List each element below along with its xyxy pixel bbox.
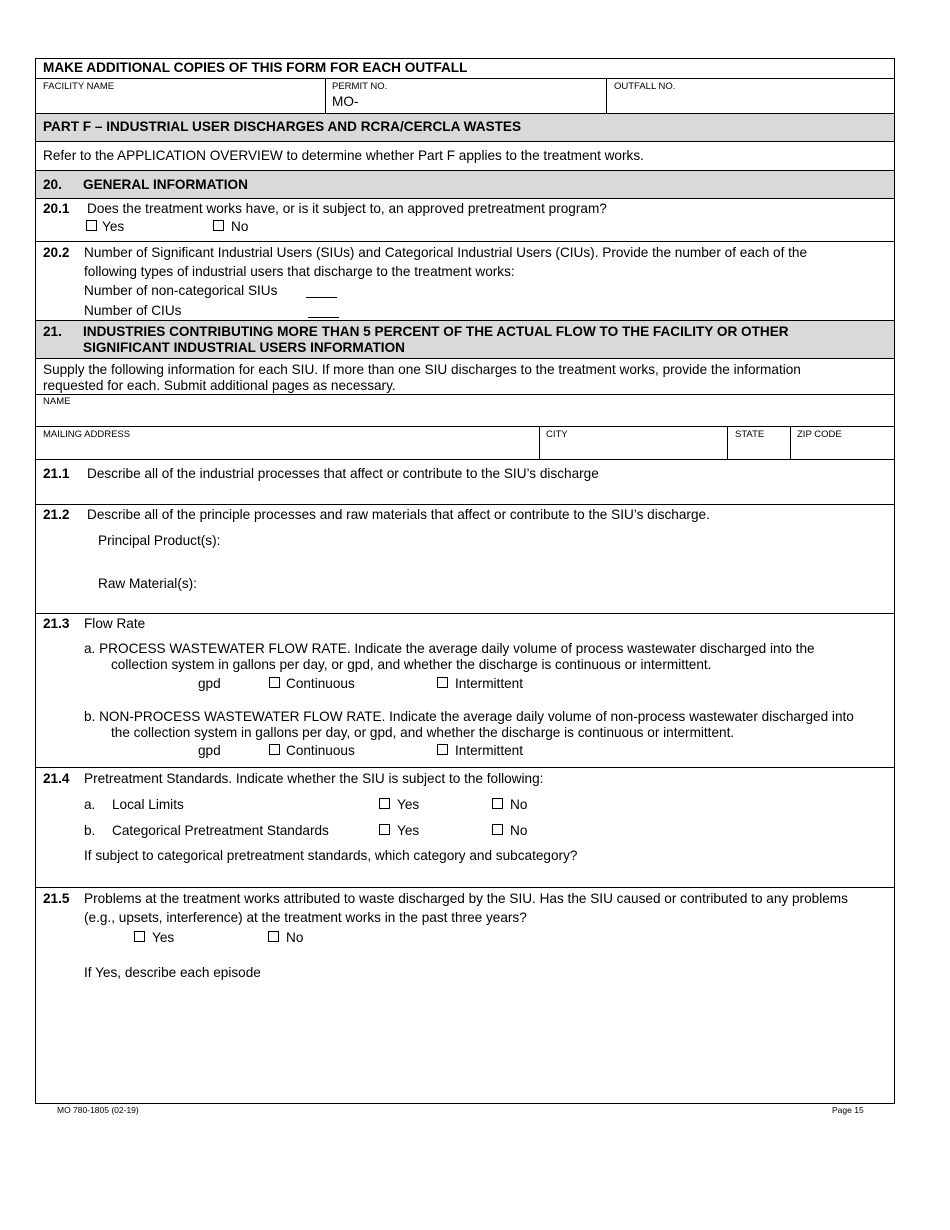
q21-3-number: 21.3 xyxy=(43,616,70,631)
q20-1-text: Does the treatment works have, or is it subject to, an approved pretreatment program? xyxy=(87,201,607,216)
nonprocess-intermittent-checkbox[interactable] xyxy=(437,744,448,755)
divider xyxy=(35,358,895,359)
divider xyxy=(539,426,540,459)
form-header-title: MAKE ADDITIONAL COPIES OF THIS FORM FOR EACH OUTFALL xyxy=(43,60,468,75)
divider xyxy=(35,426,895,427)
process-intermittent-checkbox[interactable] xyxy=(437,677,448,688)
section-21-title-line1: INDUSTRIES CONTRIBUTING MORE THAN 5 PERCENT OF THE ACTUAL FLOW TO THE FACILITY OR OTHER xyxy=(83,324,789,339)
q21-5-yes-checkbox[interactable] xyxy=(134,931,145,942)
permit-no-label: PERMIT NO. xyxy=(332,81,388,92)
divider xyxy=(35,394,895,395)
siu-name-label: NAME xyxy=(43,396,71,407)
divider xyxy=(35,613,895,614)
part-f-refer-text: Refer to the APPLICATION OVERVIEW to determine whether Part F applies to the treatment works. xyxy=(43,148,644,163)
form-number: MO 780-1805 (02-19) xyxy=(57,1105,139,1115)
q21-1-text: Describe all of the industrial processes that affect or contribute to the SIU’s discharge xyxy=(87,466,599,481)
process-continuous-label: Continuous xyxy=(286,676,355,691)
divider xyxy=(35,78,895,79)
zip-code-label: ZIP CODE xyxy=(797,429,842,440)
process-flow-line2: collection system in gallons per day, or gpd, and whether the discharge is continuous or intermittent. xyxy=(111,657,712,672)
non-categorical-sius-field[interactable] xyxy=(306,297,337,298)
q21-5-line2: (e.g., upsets, interference) at the treatment works in the past three years? xyxy=(84,910,527,925)
q21-4-number: 21.4 xyxy=(43,771,70,786)
q20-1-yes-checkbox[interactable] xyxy=(86,220,97,231)
local-limits-label: Local Limits xyxy=(112,797,184,812)
raw-materials-label: Raw Material(s): xyxy=(98,576,197,591)
q20-1-yes-label: Yes xyxy=(102,219,125,234)
permit-no-field[interactable]: MO- xyxy=(332,94,359,109)
q21-5-no-label: No xyxy=(286,930,304,945)
nonprocess-continuous-label: Continuous xyxy=(286,743,355,758)
divider xyxy=(727,426,728,459)
q21-5-yes-label: Yes xyxy=(152,930,175,945)
process-gpd-label: gpd xyxy=(198,676,221,691)
categorical-standards-label: Categorical Pretreatment Standards xyxy=(112,823,329,838)
divider xyxy=(35,198,895,199)
section-21-title-line2: SIGNIFICANT INDUSTRIAL USERS INFORMATION xyxy=(83,340,405,355)
cius-label: Number of CIUs xyxy=(84,303,182,318)
non-categorical-sius-label: Number of non-categorical SIUs xyxy=(84,283,278,298)
city-label: CITY xyxy=(546,429,568,440)
divider xyxy=(606,78,607,113)
divider xyxy=(790,426,791,459)
divider xyxy=(325,78,326,113)
part-f-title: PART F – INDUSTRIAL USER DISCHARGES AND RCRA/CERCLA WASTES xyxy=(43,119,522,134)
nonprocess-intermittent-label: Intermittent xyxy=(455,743,523,758)
q21-5-number: 21.5 xyxy=(43,891,70,906)
section-20-title: GENERAL INFORMATION xyxy=(83,177,248,192)
nonprocess-continuous-checkbox[interactable] xyxy=(269,744,280,755)
q21-3-title: Flow Rate xyxy=(84,616,146,631)
q20-2-number: 20.2 xyxy=(43,245,70,260)
local-limits-no-checkbox[interactable] xyxy=(492,798,503,809)
q21-5-no-checkbox[interactable] xyxy=(268,931,279,942)
divider xyxy=(35,241,895,242)
cius-field[interactable] xyxy=(308,317,339,318)
nonprocess-flow-line2: the collection system in gallons per day, or gpd, and whether the discharge is continuous or intermittent. xyxy=(111,725,735,740)
describe-episode-label: If Yes, describe each episode xyxy=(84,965,261,980)
q21-4-text: Pretreatment Standards. Indicate whether the SIU is subject to the following: xyxy=(84,771,544,786)
page-number: Page 15 xyxy=(832,1105,864,1115)
process-intermittent-label: Intermittent xyxy=(455,676,523,691)
q20-1-number: 20.1 xyxy=(43,201,70,216)
siu-name-field[interactable] xyxy=(36,406,894,425)
divider xyxy=(35,320,895,321)
q20-2-line1: Number of Significant Industrial Users (SIUs) and Categorical Industrial Users (CIUs). Provide the number of each of the xyxy=(84,245,808,260)
category-question: If subject to categorical pretreatment standards, which category and subcategory? xyxy=(84,848,578,863)
nonprocess-gpd-label: gpd xyxy=(198,743,221,758)
local-limits-no-label: No xyxy=(510,797,528,812)
principal-products-label: Principal Product(s): xyxy=(98,533,221,548)
divider xyxy=(35,170,895,171)
local-limits-yes-checkbox[interactable] xyxy=(379,798,390,809)
facility-name-label: FACILITY NAME xyxy=(43,81,115,92)
outfall-no-label: OUTFALL NO. xyxy=(614,81,676,92)
divider xyxy=(35,504,895,505)
q20-1-no-label: No xyxy=(231,219,249,234)
section-21-number: 21. xyxy=(43,324,62,339)
categorical-no-checkbox[interactable] xyxy=(492,824,503,835)
q21-1-number: 21.1 xyxy=(43,466,70,481)
divider xyxy=(35,113,895,114)
state-label: STATE xyxy=(735,429,765,440)
q21-2-number: 21.2 xyxy=(43,507,70,522)
divider xyxy=(35,459,895,460)
categorical-yes-checkbox[interactable] xyxy=(379,824,390,835)
local-limits-yes-label: Yes xyxy=(397,797,420,812)
local-limits-letter: a. xyxy=(84,797,96,812)
categorical-no-label: No xyxy=(510,823,528,838)
categorical-yes-label: Yes xyxy=(397,823,420,838)
q20-1-no-checkbox[interactable] xyxy=(213,220,224,231)
q21-5-line1: Problems at the treatment works attributed to waste discharged by the SIU. Has the SIU caused or contributed to any problems xyxy=(84,891,848,906)
divider xyxy=(35,141,895,142)
section-20-number: 20. xyxy=(43,177,62,192)
q21-2-text: Describe all of the principle processes and raw materials that affect or contribute to the SIU’s discharge. xyxy=(87,507,710,522)
divider xyxy=(35,767,895,768)
divider xyxy=(35,887,895,888)
q20-2-line2: following types of industrial users that discharge to the treatment works: xyxy=(84,264,515,279)
nonprocess-flow-line1: b. NON-PROCESS WASTEWATER FLOW RATE. Indicate the average daily volume of non-process wastewater discharged into xyxy=(84,709,854,724)
process-continuous-checkbox[interactable] xyxy=(269,677,280,688)
categorical-standards-letter: b. xyxy=(84,823,96,838)
supply-text-line1: Supply the following information for each SIU. If more than one SIU discharges to the treatment works, provide the information xyxy=(43,362,801,377)
process-flow-line1: a. PROCESS WASTEWATER FLOW RATE. Indicate the average daily volume of process wastewater discharged into the xyxy=(84,641,815,656)
mailing-address-label: MAILING ADDRESS xyxy=(43,429,131,440)
supply-text-line2: requested for each. Submit additional pages as necessary. xyxy=(43,378,396,393)
